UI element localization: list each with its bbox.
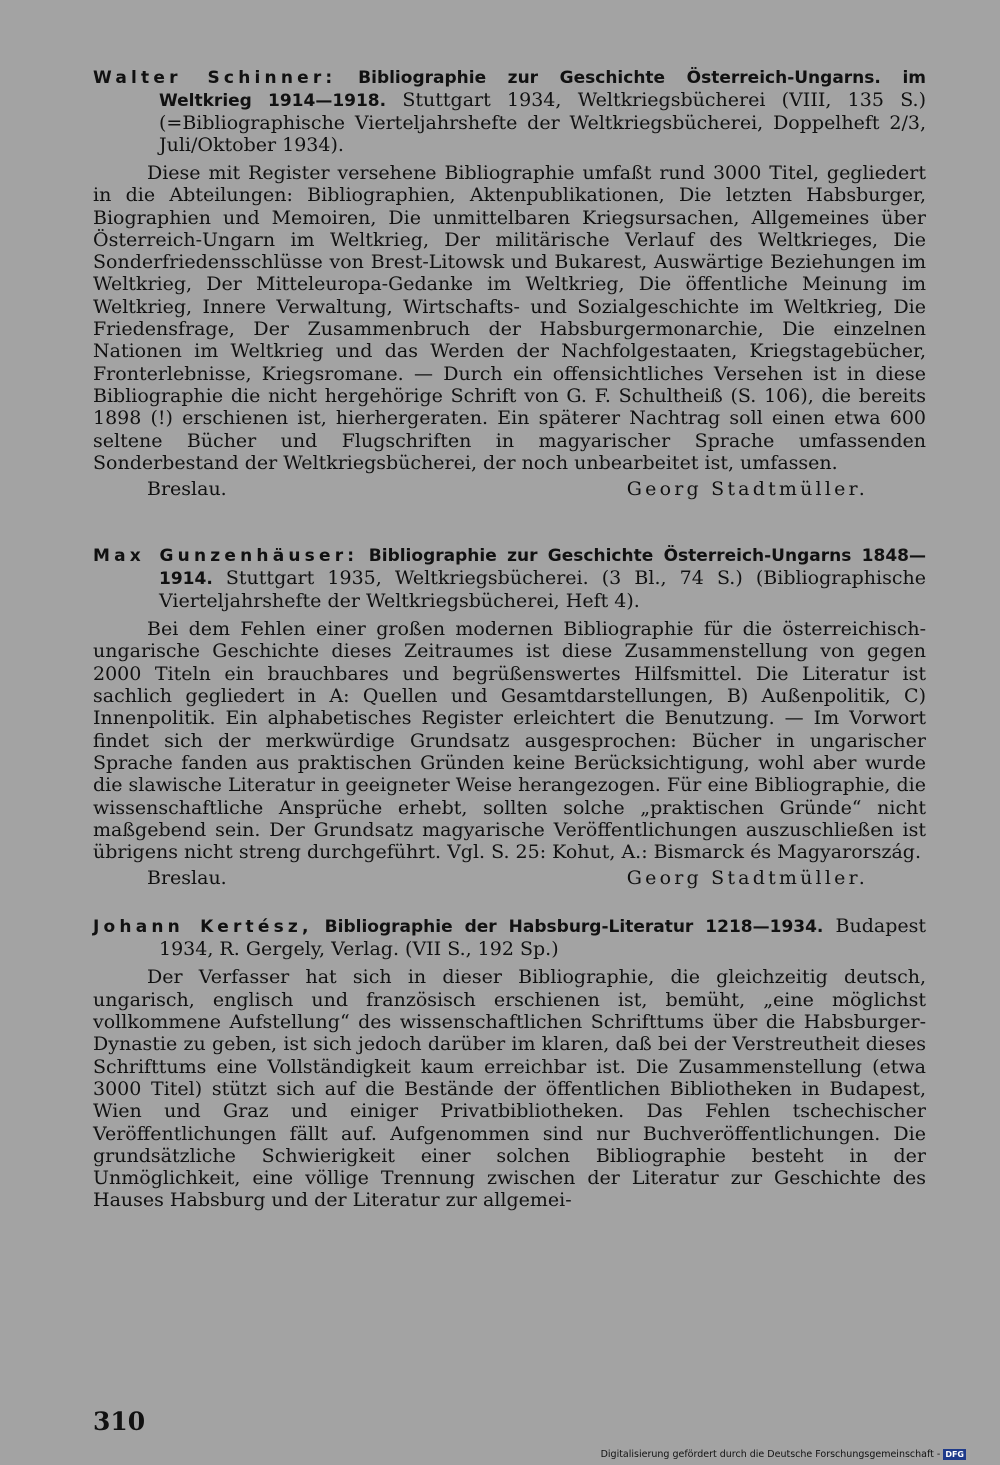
signature-line — [93, 867, 926, 889]
dfg-logo: DFG — [945, 1450, 964, 1459]
author-name: Max Gunzenhäuser: — [93, 546, 359, 567]
place: Breslau. — [147, 867, 227, 890]
review-heading — [93, 915, 926, 960]
book-title: Bibliographie der Habsburg-Literatur 1218—1934. — [312, 917, 824, 938]
reviewer-name: Georg Stadtmüller. — [626, 867, 868, 890]
digitization-footer — [601, 1449, 966, 1460]
signature-line — [93, 478, 926, 500]
review-gunzenhaeuser — [93, 544, 926, 889]
review-heading — [93, 544, 926, 612]
citation: Stuttgart 1934, Weltkriegsbücherei (VIII, 135 S.) (=Bibliographische Vierteljahrshefte der Weltkriegsbücherei, Doppelheft 2/3, Juli/Oktober 1934). — [159, 89, 926, 156]
review-kertesz — [93, 915, 926, 1211]
place: Breslau. — [147, 478, 227, 501]
review-schinner — [93, 66, 926, 500]
book-title: Bibliographie zur Geschichte Österreich-Ungarns. im Weltkrieg 1914—1918. — [159, 68, 926, 111]
review-body: Der Verfasser hat sich in dieser Bibliographie, die gleichzeitig deutsch, ungarisch, englisch und französisch erschienen ist, bemüht, „eine möglichst vollkommene Aufstellung“ des wissenschaftlichen Schrifttums über die Habsburger-Dynastie zu geben, ist sich jedoch darüber im klaren, daß bei der Verstreutheit dieses Schrifttums eine Vollständigkeit kaum erreichbar ist. Die Zusammenstellung (etwa 3000 Titel) stützt sich auf die Bestände der öffentlichen Bibliotheken in Budapest, Wien und Graz und einiger Privatbibliotheken. Das Fehlen tschechischer Veröffentlichungen fällt auf. Aufgenommen sind nur Buchveröffentlichungen. Die grundsätzliche Schwierigkeit einer solchen Bibliographie besteht in der Unmöglichkeit, eine völlige Trennung zwischen der Literatur zur Geschichte des Hauses Habsburg und der Literatur zur allgemei- — [93, 966, 926, 1212]
author-name: Johann Kertész, — [93, 917, 313, 938]
review-heading — [93, 66, 926, 156]
page-number: 310 — [93, 1407, 146, 1436]
book-title: Bibliographie zur Geschichte Österreich-Ungarns 1848—1914. — [159, 546, 926, 590]
page-content — [93, 66, 926, 1212]
reviewer-name: Georg Stadtmüller. — [626, 478, 868, 501]
citation: Budapest 1934, R. Gergely, Verlag. (VII S., 192 Sp.) — [159, 915, 926, 961]
author-name: Walter Schinner: — [93, 68, 337, 88]
review-body: Diese mit Register versehene Bibliographie umfaßt rund 3000 Titel, gegliedert in die Abteilungen: Bibliographien, Aktenpublikationen, Die letzten Habsburger, Biographien und Memoiren, Die unmittelbaren Kriegsursachen, Allgemeines über Österreich-Ungarn im Weltkrieg, Der militärische Verlauf des Weltkrieges, Die Sonderfriedensschlüsse von Brest-Litowsk und Bukarest, Auswärtige Beziehungen im Weltkrieg, Der Mitteleuropa-Gedanke im Weltkrieg, Die öffentliche Meinung im Weltkrieg, Innere Verwaltung, Wirtschafts- und Sozialgeschichte im Weltkrieg, Die Friedensfrage, Der Zusammenbruch der Habsburgermonarchie, Die einzelnen Nationen im Weltkrieg und das Werden der Nachfolgestaaten, Kriegstagebücher, Fronterlebnisse, Kriegsromane. — Durch ein offensichtliches Versehen ist in diese Bibliographie die nicht hergehörige Schrift von G. F. Schultheiß (S. 106), die bereits 1898 (!) erschienen ist, hierhergeraten. Ein späterer Nachtrag soll einen etwa 600 seltene Bücher und Flugschriften in magyarischer Sprache umfassenden Sonderbestand der Weltkriegsbücherei, der noch unbearbeitet ist, umfassen. — [93, 162, 926, 474]
review-body: Bei dem Fehlen einer großen modernen Bibliographie für die österreichisch-ungarische Geschichte dieses Zeitraumes ist diese Zusammenstellung von gegen 2000 Titeln ein brauchbares und begrüßenswertes Hilfsmittel. Die Literatur ist sachlich gegliedert in A: Quellen und Gesamtdarstellungen, B) Außenpolitik, C) Innenpolitik. Ein alphabetisches Register erleichtert die Benutzung. — Im Vorwort findet sich der merkwürdige Grundsatz ausgesprochen: Bücher in ungarischer Sprache fanden aus praktischen Gründen keine Berücksichtigung, wohl aber wurde die slawische Literatur in geeigneter Weise herangezogen. Für eine Bibliographie, die wissenschaftliche Ansprüche erhebt, sollten solche „praktischen Gründe“ nicht maßgebend sein. Der Grundsatz magyarische Veröffentlichungen auszuschließen ist übrigens nicht streng durchgeführt. Vgl. S. 25: Kohut, A.: Bismarck és Magyarország. — [93, 618, 926, 864]
citation: Stuttgart 1935, Weltkriegsbücherei. (3 Bl., 74 S.) (Bibliographische Vierteljahrshefte der Weltkriegsbücherei, Heft 4). — [159, 567, 926, 613]
footer-text: Digitalisierung gefördert durch die Deutsche Forschungsgemeinschaft - — [600, 1449, 941, 1460]
